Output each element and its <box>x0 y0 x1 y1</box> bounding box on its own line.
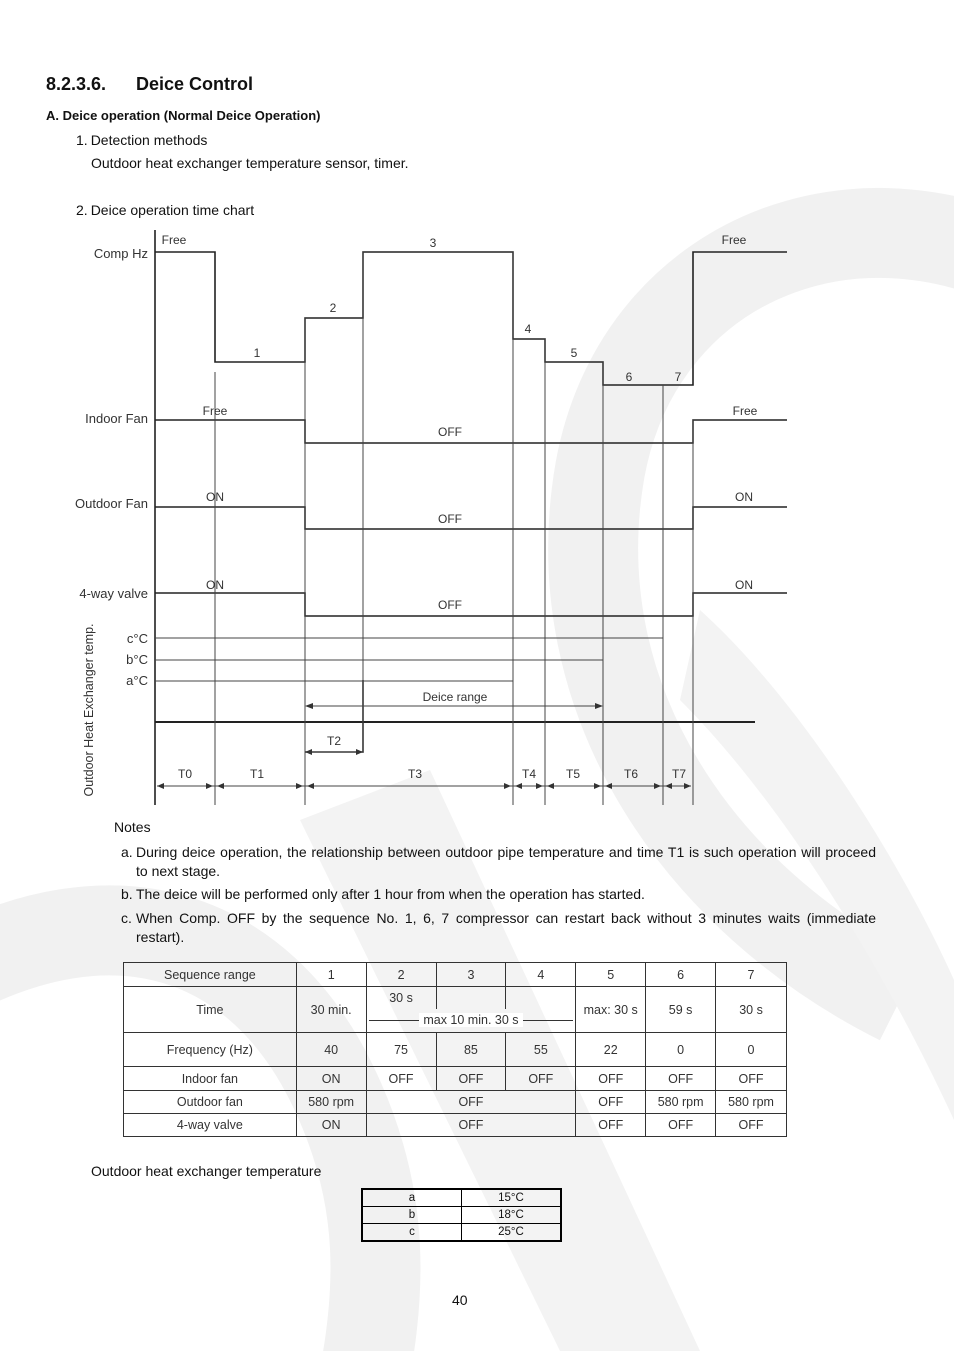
table-row-outdoor-fan <box>124 1091 787 1114</box>
indoor-fan-cell: OFF <box>366 1067 436 1091</box>
outdoor-fan-cell: 580 rpm <box>296 1091 366 1114</box>
item-1-label: 1. <box>76 132 88 148</box>
comp-label-2: 2 <box>329 301 337 315</box>
header-cell: 6 <box>646 963 716 987</box>
valve-cell: OFF <box>716 1114 787 1137</box>
page-number: 40 <box>452 1292 468 1308</box>
table-row-header <box>124 963 787 987</box>
outdoor-fan-waveform <box>155 507 787 529</box>
item-1-detail: Outdoor heat exchanger temperature sensor, timer. <box>91 155 409 171</box>
comp-label-6: 6 <box>625 370 633 384</box>
outdoor-label-on: ON <box>206 490 224 504</box>
indoor-fan-cell: OFF <box>716 1067 787 1091</box>
row-label-indoor-fan: Indoor Fan <box>85 411 148 426</box>
comp-label-3: 3 <box>429 236 437 250</box>
indoor-label-free: Free <box>202 404 228 418</box>
valve-label-on: ON <box>206 578 224 592</box>
sequence-table <box>123 962 787 1137</box>
note-a-text: During deice operation, the relationship between outdoor pipe temperature and time T1 is such operation will proceed to next stage. <box>136 844 876 879</box>
row-label-4way-valve: 4-way valve <box>79 586 148 601</box>
table-row <box>362 1189 561 1207</box>
item-1-text: Detection methods <box>90 132 208 148</box>
indoor-label-free-end: Free <box>732 404 758 418</box>
outdoor-fan-cell: OFF <box>576 1091 646 1114</box>
row-label-outdoor-fan: Outdoor Fan <box>75 496 148 511</box>
comp-hz-waveform <box>155 252 787 385</box>
valve-label: 4-way valve <box>124 1114 297 1137</box>
temperature-table <box>361 1188 562 1242</box>
row-label-comp-hz: Comp Hz <box>93 246 148 261</box>
valve-label-off: OFF <box>438 598 462 612</box>
outdoor-fan-cell: 580 rpm <box>716 1091 787 1114</box>
outdoor-label-on-end: ON <box>735 490 753 504</box>
frequency-cell: 22 <box>576 1033 646 1067</box>
temp-key: a <box>362 1189 462 1207</box>
frequency-cell: 55 <box>506 1033 576 1067</box>
table-row-time <box>124 987 787 1009</box>
valve-cell: OFF <box>576 1114 646 1137</box>
time-cell: 30 s <box>716 987 787 1033</box>
outdoor-label-off: OFF <box>438 512 462 526</box>
comp-label-free-start: Free <box>161 233 187 247</box>
deice-range-label: Deice range <box>422 690 488 704</box>
note-a-label: a. <box>121 844 133 860</box>
time-label-t1: T1 <box>249 767 265 781</box>
valve-label-on-end: ON <box>735 578 753 592</box>
time-span-cell <box>366 1009 576 1033</box>
time-label-t4: T4 <box>521 767 537 781</box>
indoor-fan-label: Indoor fan <box>124 1067 297 1091</box>
temp-value: 18°C <box>462 1207 562 1224</box>
outdoor-fan-label: Outdoor fan <box>124 1091 297 1114</box>
indoor-fan-cell: OFF <box>646 1067 716 1091</box>
note-b <box>121 885 876 904</box>
table-row-valve <box>124 1114 787 1137</box>
valve-waveform <box>155 593 787 616</box>
header-cell: 3 <box>436 963 506 987</box>
outdoor-fan-cell: 580 rpm <box>646 1091 716 1114</box>
indoor-fan-cell: ON <box>296 1067 366 1091</box>
comp-label-1: 1 <box>253 346 261 360</box>
header-cell: 4 <box>506 963 576 987</box>
frequency-cell: 0 <box>646 1033 716 1067</box>
item-2-label: 2. <box>76 202 88 218</box>
note-c <box>121 909 876 947</box>
note-b-label: b. <box>121 886 133 902</box>
time-cell: max: 30 s <box>576 987 646 1033</box>
frequency-label: Frequency (Hz) <box>124 1033 297 1067</box>
note-a <box>121 843 876 881</box>
valve-cell: ON <box>296 1114 366 1137</box>
temp-value: 25°C <box>462 1224 562 1242</box>
comp-label-free-end: Free <box>721 233 747 247</box>
valve-cell: OFF <box>366 1114 576 1137</box>
item-2-text: Deice operation time chart <box>90 202 255 218</box>
time-label-t0: T0 <box>177 767 193 781</box>
valve-cell: OFF <box>646 1114 716 1137</box>
temp-section-title: Outdoor heat exchanger temperature <box>91 1163 322 1179</box>
time-cell-empty <box>506 987 576 1009</box>
temp-key: b <box>362 1207 462 1224</box>
temp-label-a: a°C <box>126 673 148 688</box>
note-b-text: The deice will be performed only after 1 hour from when the operation has started. <box>136 886 645 902</box>
time-span-label: max 10 min. 30 s <box>419 1013 522 1027</box>
temp-label-b: b°C <box>126 652 148 667</box>
time-label: Time <box>124 987 297 1033</box>
table-row <box>362 1207 561 1224</box>
indoor-fan-waveform <box>155 420 787 443</box>
comp-label-7: 7 <box>674 370 682 384</box>
indoor-fan-cell: OFF <box>436 1067 506 1091</box>
subheading: A. Deice operation (Normal Deice Operation) <box>46 108 321 123</box>
temp-value: 15°C <box>462 1189 562 1207</box>
time-label-t5: T5 <box>565 767 581 781</box>
header-cell: Sequence range <box>124 963 297 987</box>
table-row-indoor-fan <box>124 1067 787 1091</box>
frequency-cell: 75 <box>366 1033 436 1067</box>
time-cell-empty <box>436 987 506 1009</box>
section-title: Deice Control <box>136 74 254 94</box>
notes-title: Notes <box>114 819 151 835</box>
indoor-fan-cell: OFF <box>506 1067 576 1091</box>
time-label-t3: T3 <box>407 767 423 781</box>
header-cell: 5 <box>576 963 646 987</box>
note-c-text: When Comp. OFF by the sequence No. 1, 6, 7 compressor can restart back without 3 minutes waits (immediate restart). <box>136 910 876 945</box>
table-row-frequency <box>124 1033 787 1067</box>
frequency-cell: 0 <box>716 1033 787 1067</box>
note-c-label: c. <box>121 910 132 926</box>
time-cell: 59 s <box>646 987 716 1033</box>
time-label-t7: T7 <box>671 767 687 781</box>
t2-label: T2 <box>326 734 342 748</box>
time-cell: 30 s <box>366 987 436 1009</box>
header-cell: 2 <box>366 963 436 987</box>
table-row <box>362 1224 561 1242</box>
temp-label-c: c°C <box>126 631 148 646</box>
frequency-cell: 40 <box>296 1033 366 1067</box>
time-label-t6: T6 <box>623 767 639 781</box>
outdoor-fan-cell: OFF <box>366 1091 576 1114</box>
section-number: 8.2.3.6. <box>46 74 107 94</box>
time-cell: 30 min. <box>296 987 366 1033</box>
temp-key: c <box>362 1224 462 1242</box>
comp-label-5: 5 <box>570 346 578 360</box>
comp-label-4: 4 <box>524 322 532 336</box>
indoor-fan-cell: OFF <box>576 1067 646 1091</box>
indoor-label-off: OFF <box>438 425 462 439</box>
header-cell: 1 <box>296 963 366 987</box>
header-cell: 7 <box>716 963 787 987</box>
vertical-axis-label: Outdoor Heat Exchanger temp. <box>82 623 96 797</box>
frequency-cell: 85 <box>436 1033 506 1067</box>
